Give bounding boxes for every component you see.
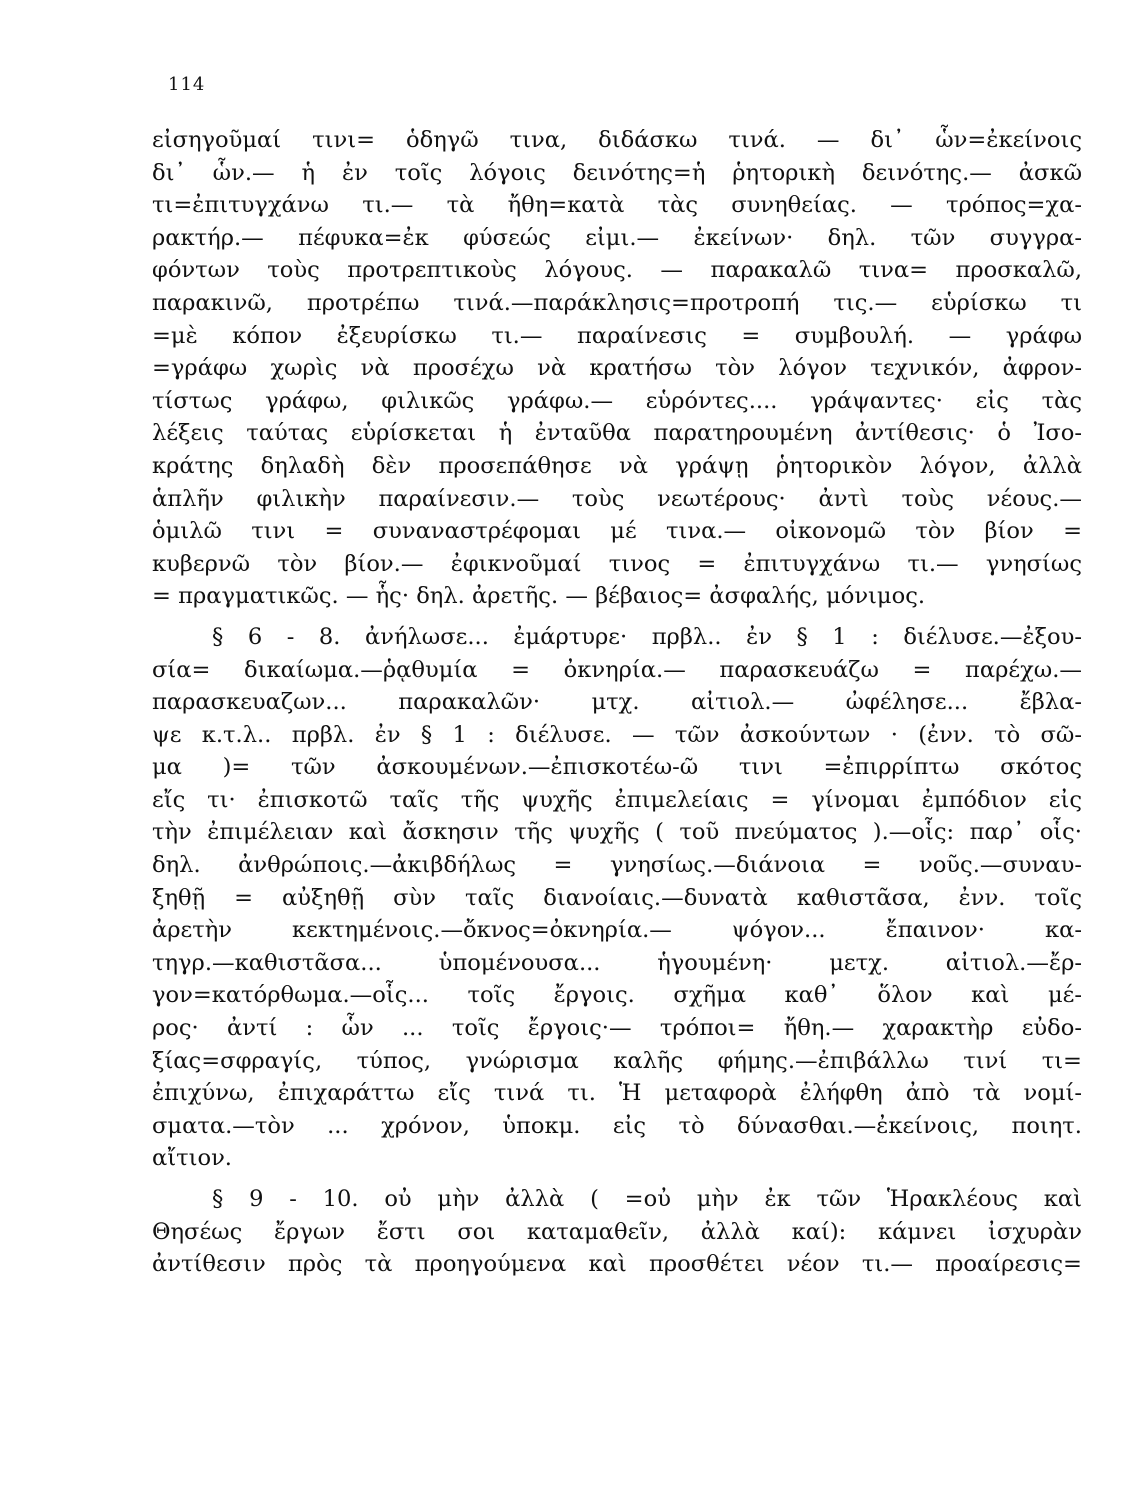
text-line: ρακτήρ.— πέφυκα=ἐκ φύσεώς εἰμι.— ἐκείνων· δηλ. τῶν συγγρα-	[152, 224, 1082, 251]
section-heading-line: § 6 - 8. ἀνήλωσε... ἐμάρτυρε· πρβλ.. ἐν § 1 : διέλυσε.—ἐξου-	[212, 623, 1082, 650]
text-line: τὴν ἐπιμέλειαν καὶ ἄσκησιν τῆς ψυχῆς ( τοῦ πνεύματος ).—οἷς: παρ᾽ οἷς·	[152, 819, 1082, 846]
text-line: ἐπιχύνω, ἐπιχαράττω εἴς τινά τι. Ἡ μεταφορὰ ἐλήφθη ἀπὸ τὰ νομί-	[152, 1080, 1082, 1107]
text-line: ξίας=σφραγίς, τύπος, γνώρισμα καλῆς φήμης.—ἐπιβάλλω τινί τι=	[152, 1047, 1082, 1074]
text-line: =μὲ κόπον ἐξευρίσκω τι.— παραίνεσις = συμβουλή. — γράφω	[152, 322, 1082, 349]
text-line: ἀρετὴν κεκτημένοις.—ὄκνος=ὀκνηρία.— ψόγον... ἔπαινον· κα-	[152, 917, 1082, 944]
text-line: τηγρ.—καθιστᾶσα... ὑπομένουσα... ἡγουμένη· μετχ. αἰτιολ.—ἔρ-	[152, 949, 1082, 976]
text-line: μα )= τῶν ἀσκουμένων.—ἐπισκοτέω-ῶ τινι =ἐπιρρίπτω σκότος	[152, 754, 1082, 781]
text-line: αἴτιον.	[152, 1145, 232, 1172]
text-line: Θησέως ἔργων ἔστι σοι καταμαθεῖν, ἀλλὰ καί): κάμνει ἰσχυρὰν	[152, 1218, 1082, 1245]
text-line: =γράφω χωρὶς νὰ προσέχω νὰ κρατήσω τὸν λόγον τεχνικόν, ἀφρον-	[152, 355, 1082, 382]
text-line: κυβερνῶ τὸν βίον.— ἐφικνοῦμαί τινος = ἐπιτυγχάνω τι.— γνησίως	[152, 550, 1082, 577]
text-line: παρακινῶ, προτρέπω τινά.—παράκλησις=προτροπή τις.— εὑρίσκω τι	[152, 289, 1082, 316]
section-heading-line: § 9 - 10. οὐ μὴν ἀλλὰ ( =οὐ μὴν ἐκ τῶν Ἡρακλέους καὶ	[212, 1186, 1082, 1212]
text-line: τι=ἐπιτυγχάνω τι.— τὰ ἤθη=κατὰ τὰς συνηθείας. — τρόπος=χα-	[152, 192, 1082, 219]
text-line: δηλ. ἀνθρώποις.—ἀκιβδήλως = γνησίως.—διάνοια = νοῦς.—συναυ-	[152, 852, 1082, 879]
text-line: σματα.—τὸν ... χρόνον, ὑποκμ. εἰς τὸ δύνασθαι.—ἐκείνοις, ποιητ.	[152, 1112, 1082, 1139]
text-line: ξηθῇ = αὐξηθῇ σὺν ταῖς διανοίαις.—δυνατὰ καθιστᾶσα, ἐνν. τοῖς	[152, 884, 1082, 911]
text-line: εἴς τι· ἐπισκοτῶ ταῖς τῆς ψυχῆς ἐπιμελείαις = γίνομαι ἐμπόδιον εἰς	[152, 786, 1082, 813]
text-line: ὁμιλῶ τινι = συναναστρέφομαι μέ τινα.— οἰκονομῶ τὸν βίον =	[152, 518, 1082, 545]
page-number: 114	[168, 74, 206, 95]
text-line: γον=κατόρθωμα.—οἷς... τοῖς ἔργοις. σχῆμα καθ᾽ ὅλον καὶ μέ-	[152, 982, 1082, 1009]
commentary-text	[152, 124, 1082, 1281]
text-line: ἁπλῆν φιλικὴν παραίνεσιν.— τοὺς νεωτέρους· ἀντὶ τοὺς νέους.—	[152, 485, 1082, 512]
text-line: ψε κ.τ.λ.. πρβλ. ἐν § 1 : διέλυσε. — τῶν ἀσκούντων · (ἐνν. τὸ σῶ-	[152, 721, 1082, 748]
text-line: κράτης δηλαδὴ δὲν προσεπάθησε νὰ γράψῃ ῥητορικὸν λόγον, ἀλλὰ	[152, 452, 1082, 479]
text-line: ρος· ἀντί : ὧν ... τοῖς ἔργοις·— τρόποι= ἤθη.— χαρακτὴρ εὐδο-	[152, 1015, 1082, 1042]
text-line: παρασκευαζων... παρακαλῶν· μτχ. αἰτιολ.— ὠφέλησε... ἔβλα-	[152, 689, 1082, 716]
text-line: ἀντίθεσιν πρὸς τὰ προηγούμενα καὶ προσθέτει νέον τι.— προαίρεσις=	[152, 1251, 1082, 1278]
text-line: εἰσηγοῦμαί τινι= ὁδηγῶ τινα, διδάσκω τινά. — δι᾽ ὧν=ἐκείνοις	[152, 127, 1082, 153]
text-line: = πραγματικῶς. — ἧς· δηλ. ἀρετῆς. — βέβαιος= ἀσφαλής, μόνιμος.	[152, 583, 926, 610]
text-line: φόντων τοὺς προτρεπτικοὺς λόγους. — παρακαλῶ τινα= προσκαλῶ,	[152, 257, 1082, 284]
text-line: σία= δικαίωμα.—ῥᾳθυμία = ὀκνηρία.— παρασκευάζω = παρέχω.—	[152, 656, 1082, 683]
text-line: λέξεις ταύτας εὑρίσκεται ἡ ἐνταῦθα παρατηρουμένη ἀντίθεσις· ὁ Ἰσο-	[152, 420, 1082, 447]
text-line: δι᾽ ὧν.— ἡ ἐν τοῖς λόγοις δεινότης=ἡ ῥητορικὴ δεινότης.— ἀσκῶ	[152, 159, 1082, 186]
text-line: τίστως γράφω, φιλικῶς γράφω.— εὑρόντες.... γράψαντες· εἰς τὰς	[152, 387, 1082, 414]
